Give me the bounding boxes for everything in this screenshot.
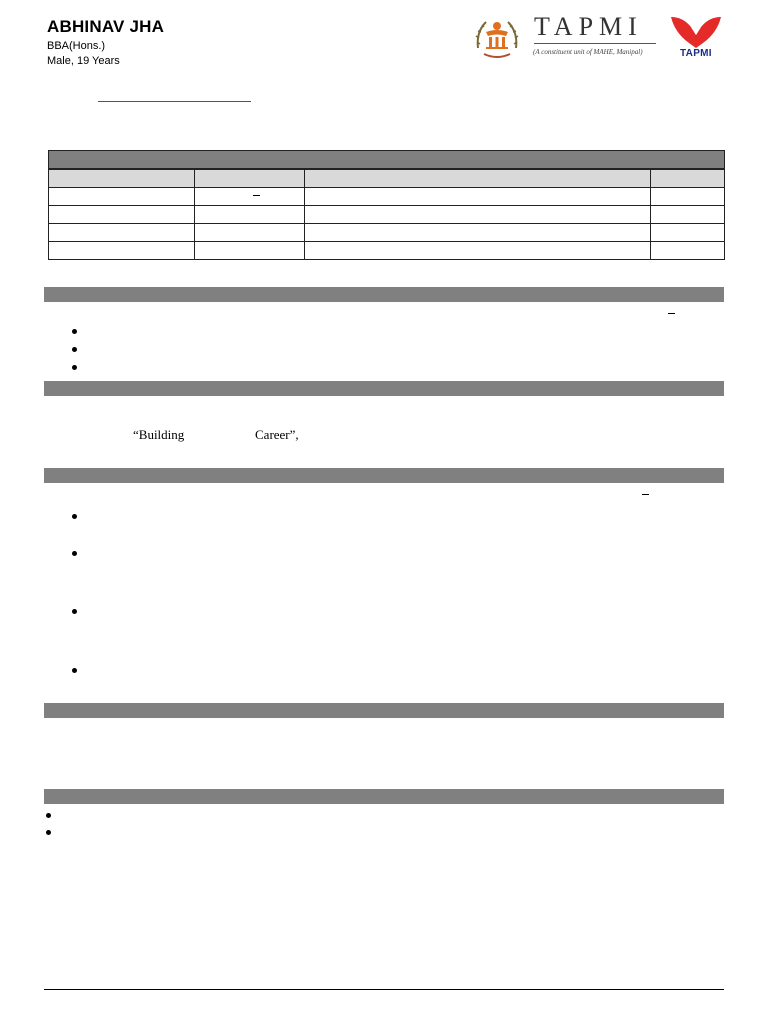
table-row [49, 206, 725, 224]
candidate-name: ABHINAV JHA [47, 17, 165, 36]
institute-tagline: (A constituent unit of MAHE, Manipal) [533, 48, 643, 56]
section-bar-2 [44, 287, 724, 302]
email-link[interactable] [98, 101, 251, 102]
institute-wordmark: TAPMI [534, 12, 643, 41]
section-bar-3 [44, 381, 724, 396]
tapmi-mark-label: TAPMI [680, 48, 712, 59]
section-bar-4 [44, 468, 724, 483]
list-bullet [72, 609, 77, 614]
list-bullet [72, 347, 77, 352]
table-row [49, 188, 725, 206]
quote-text-end: Career”, [255, 427, 299, 442]
list-bullet [46, 813, 51, 818]
list-bullet [72, 668, 77, 673]
quote-text-start: “Building [133, 427, 185, 442]
candidate-degree: BBA(Hons.) [47, 40, 106, 52]
list-bullet [72, 329, 77, 334]
table-row [49, 224, 725, 242]
table-dash-mark [253, 195, 260, 196]
wordmark-rule [534, 43, 656, 44]
section-bar-6 [44, 789, 724, 804]
list-bullet [72, 551, 77, 556]
dash-mark [668, 313, 675, 314]
table-row [49, 242, 725, 260]
list-bullet [72, 365, 77, 370]
education-table-heading-bar [48, 150, 725, 169]
section-bar-5 [44, 703, 724, 718]
institute-emblem-logo [472, 14, 522, 62]
table-header-row [49, 170, 725, 188]
list-bullet [46, 830, 51, 835]
candidate-details: Male, 19 Years [47, 55, 120, 67]
dash-mark [642, 494, 649, 495]
footer-rule [44, 989, 724, 990]
education-table [48, 169, 725, 260]
list-bullet [72, 514, 77, 519]
